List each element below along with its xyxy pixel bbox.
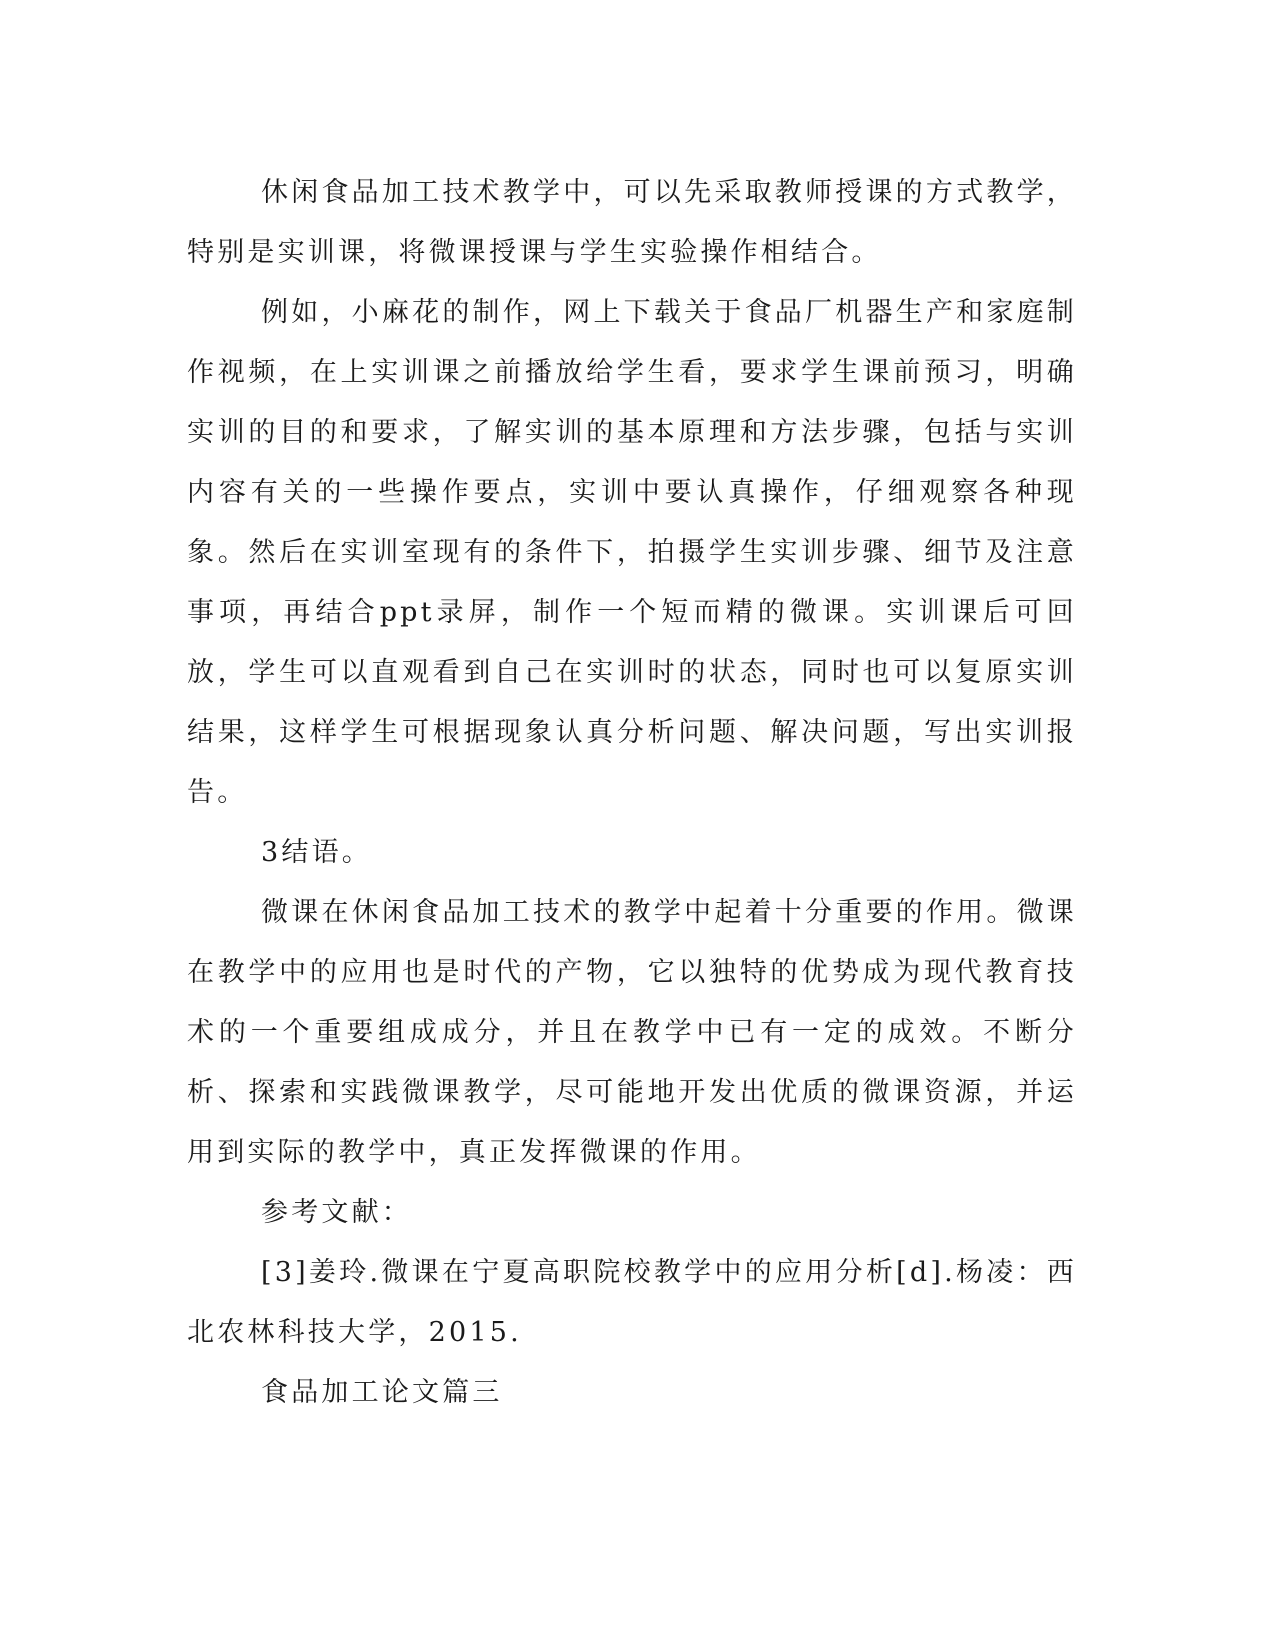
paragraph-conclusion: 微课在休闲食品加工技术的教学中起着十分重要的作用。微课在教学中的应用也是时代的产物，它以独特的优势成为现代教育技术的一个重要组成成分，并且在教学中已有一定的成效。不断分析、探索和实践微课教学，尽可能地开发出优质的微课资源，并运用到实际的教学中，真正发挥微课的作用。 — [187, 897, 1077, 1168]
paragraph-teaching-method: 休闲食品加工技术教学中，可以先采取教师授课的方式教学，特别是实训课，将微课授课与学生实验操作相结合。 — [187, 177, 1077, 268]
document-body — [187, 163, 1077, 1423]
paragraph-example-mahua: 例如，小麻花的制作，网上下载关于食品厂机器生产和家庭制作视频，在上实训课之前播放给学生看，要求学生课前预习，明确实训的目的和要求，了解实训的基本原理和方法步骤，包括与实训内容有关的一些操作要点，实训中要认真操作，仔细观察各种现象。然后在实训室现有的条件下，拍摄学生实训步骤、细节及注意事项，再结合ppt录屏，制作一个短而精的微课。实训课后可回放，学生可以直观看到自己在实训时的状态，同时也可以复原实训结果，这样学生可根据现象认真分析问题、解决问题，写出实训报告。 — [187, 297, 1077, 808]
next-article-title: 食品加工论文篇三 — [261, 1377, 503, 1408]
section-heading-conclusion: 3结语。 — [261, 837, 372, 868]
references-heading: 参考文献： — [261, 1197, 412, 1228]
reference-item: [3]姜玲.微课在宁夏高职院校教学中的应用分析[d].杨凌：西北农林科技大学，2015. — [187, 1257, 1077, 1348]
